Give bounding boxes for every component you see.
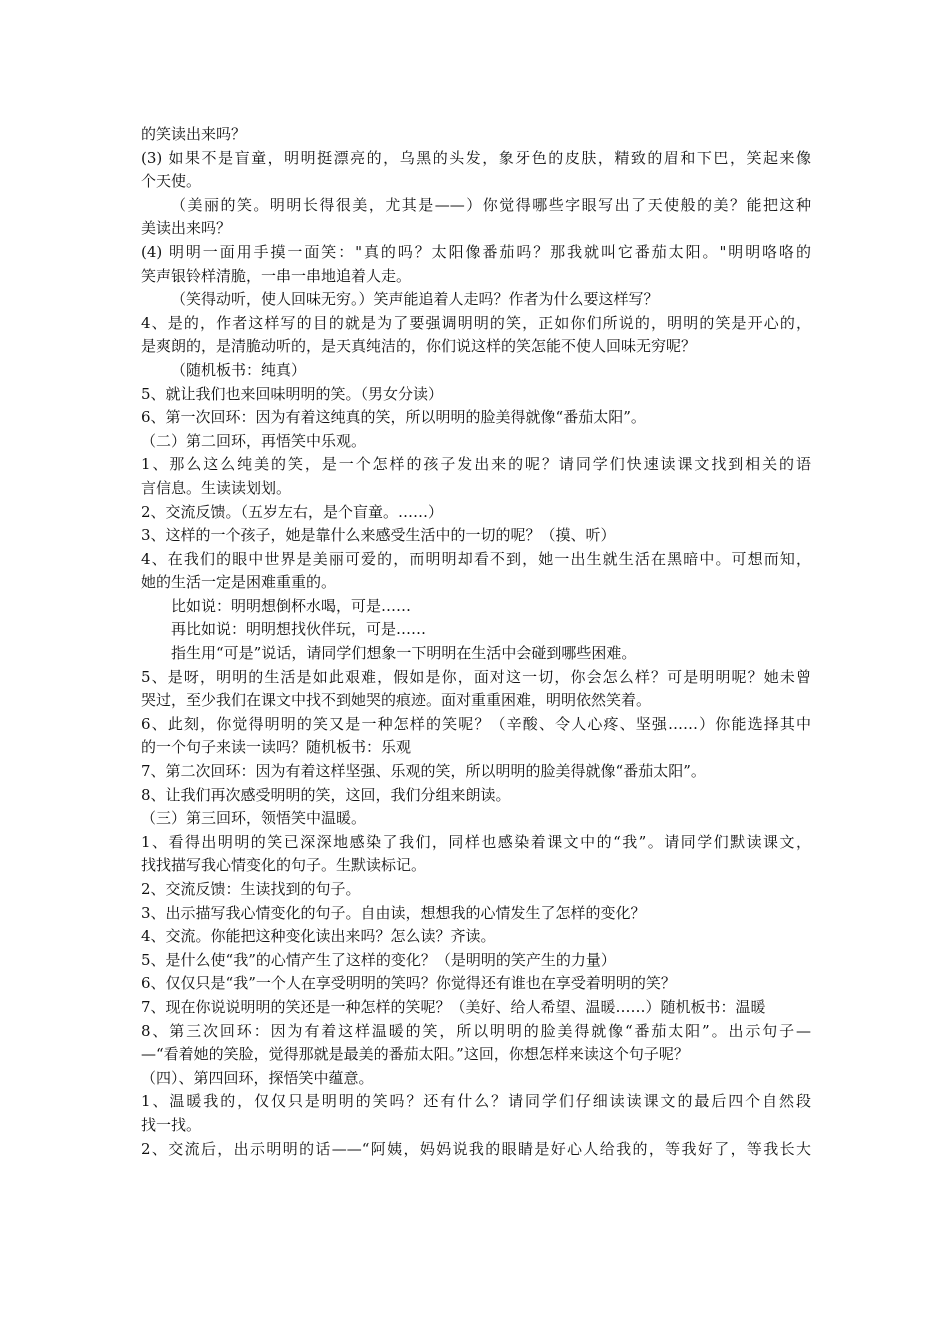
text-line: 1、看得出明明的笑已深深地感染了我们，同样也感染着课文中的“我”。请同学们默读课文， bbox=[141, 832, 811, 851]
text-line: 6、此刻，你觉得明明的笑又是一种怎样的笑呢？（辛酸、令人心疼、坚强……）你能选择其中 bbox=[141, 714, 811, 733]
text-line: 1、那么这么纯美的笑，是一个怎样的孩子发出来的呢？请同学们快速读课文找到相关的语 bbox=[141, 455, 811, 474]
text-line: 言信息。生读读划划。 bbox=[141, 478, 292, 497]
text-line: 2、交流后，出示明明的话——“阿姨，妈妈说我的眼睛是好心人给我的，等我好了，等我长大 bbox=[141, 1139, 811, 1158]
text-line: 7、现在你说说明明的笑还是一种怎样的笑呢？（美好、给人希望、温暖……）随机板书：温暖 bbox=[141, 997, 766, 1016]
text-line: 找找描写我心情变化的句子。生默读标记。 bbox=[141, 856, 427, 875]
text-line: 2、交流反馈：生读找到的句子。 bbox=[141, 880, 361, 898]
text-line: 美读出来吗？ bbox=[141, 219, 232, 238]
text-line: （四）、第四回环，探悟笑中蕴意。 bbox=[141, 1068, 374, 1087]
text-line: 7、第二次回环：因为有着这样坚强、乐观的笑，所以明明的脸美得就像“番茄太阳”。 bbox=[141, 762, 706, 781]
text-line: （三）第三回环，领悟笑中温暖。 bbox=[141, 809, 367, 828]
text-line: 找一找。 bbox=[141, 1115, 202, 1134]
text-line: 5、是呀，明明的生活是如此艰难，假如是你，面对这一切，你会怎么样？可是明明呢？她未曾 bbox=[141, 667, 811, 686]
text-line: —“看着她的笑脸，觉得那就是最美的番茄太阳。”这回，你想怎样来读这个句子呢？ bbox=[141, 1045, 689, 1064]
text-line: 5、就让我们也来回味明明的笑。（男女分读） bbox=[141, 384, 444, 403]
text-line: 2、交流反馈。（五岁左右，是个盲童。……） bbox=[141, 502, 444, 521]
text-line: （随机板书：纯真） bbox=[171, 360, 307, 379]
text-line: 3、这样的一个孩子，她是靠什么来感受生活中的一切的呢？（摸、听） bbox=[141, 526, 616, 545]
text-line: 4、在我们的眼中世界是美丽可爱的，而明明却看不到，她一出生就生活在黑暗中。可想而知， bbox=[141, 549, 811, 568]
text-line: 的一个句子来读一读吗？随机板书：乐观 bbox=[141, 738, 412, 757]
text-line: 6、仅仅只是“我”一个人在享受明明的笑吗？你觉得还有谁也在享受着明明的笑？ bbox=[141, 974, 676, 993]
text-line: 4、是的，作者这样写的目的就是为了要强调明明的笑，正如你们所说的，明明的笑是开心的， bbox=[141, 313, 811, 332]
text-line: 指生用“可是”说话，请同学们想象一下明明在生活中会碰到哪些困难。 bbox=[171, 644, 637, 663]
text-line: (3) 如果不是盲童，明明挺漂亮的，乌黑的头发，象牙色的皮肤，精致的眉和下巴，笑起来像 bbox=[141, 148, 811, 167]
text-line: 8、第三次回环：因为有着这样温暖的笑，所以明明的脸美得就像“番茄太阳”。出示句子— bbox=[141, 1021, 811, 1040]
text-line: 再比如说：明明想找伙伴玩，可是…… bbox=[171, 620, 427, 639]
text-line: (4) 明明一面用手摸一面笑："真的吗？太阳像番茄吗？那我就叫它番茄太阳。"明明咯咯的 bbox=[141, 242, 811, 261]
text-line: （美丽的笑。明明长得很美，尤其是——）你觉得哪些字眼写出了天使般的美？能把这种 bbox=[171, 195, 811, 214]
document-body bbox=[141, 123, 811, 1161]
text-line: 4、交流。你能把这种变化读出来吗？怎么读？齐读。 bbox=[141, 927, 496, 946]
text-line: 5、是什么使“我”的心情产生了这样的变化？（是明明的笑产生的力量） bbox=[141, 950, 616, 969]
text-line: 她的生活一定是困难重重的。 bbox=[141, 573, 337, 592]
text-line: 笑声银铃样清脆，一串一串地追着人走。 bbox=[141, 266, 412, 285]
text-line: 1、温暖我的，仅仅只是明明的笑吗？还有什么？请同学们仔细读读课文的最后四个自然段 bbox=[141, 1092, 811, 1111]
text-line: （笑得动听，使人回味无穷。）笑声能追着人走吗？作者为什么要这样写？ bbox=[171, 290, 659, 309]
text-line: 的笑读出来吗？ bbox=[141, 125, 247, 143]
text-line: 8、让我们再次感受明明的笑，这回，我们分组来朗读。 bbox=[141, 785, 511, 804]
text-line: 个天使。 bbox=[141, 172, 202, 191]
text-line: 3、出示描写我心情变化的句子。自由读，想想我的心情发生了怎样的变化？ bbox=[141, 903, 646, 922]
text-line: 比如说：明明想倒杯水喝，可是…… bbox=[171, 596, 412, 615]
text-line: （二）第二回环，再悟笑中乐观。 bbox=[141, 431, 367, 450]
text-line: 哭过，至少我们在课文中找不到她哭的痕迹。面对重重困难，明明依然笑着。 bbox=[141, 691, 652, 710]
text-line: 6、第一次回环：因为有着这纯真的笑，所以明明的脸美得就像“番茄太阳”。 bbox=[141, 408, 646, 427]
text-line: 是爽朗的，是清脆动听的，是天真纯洁的，你们说这样的笑怎能不使人回味无穷呢？ bbox=[141, 337, 697, 356]
